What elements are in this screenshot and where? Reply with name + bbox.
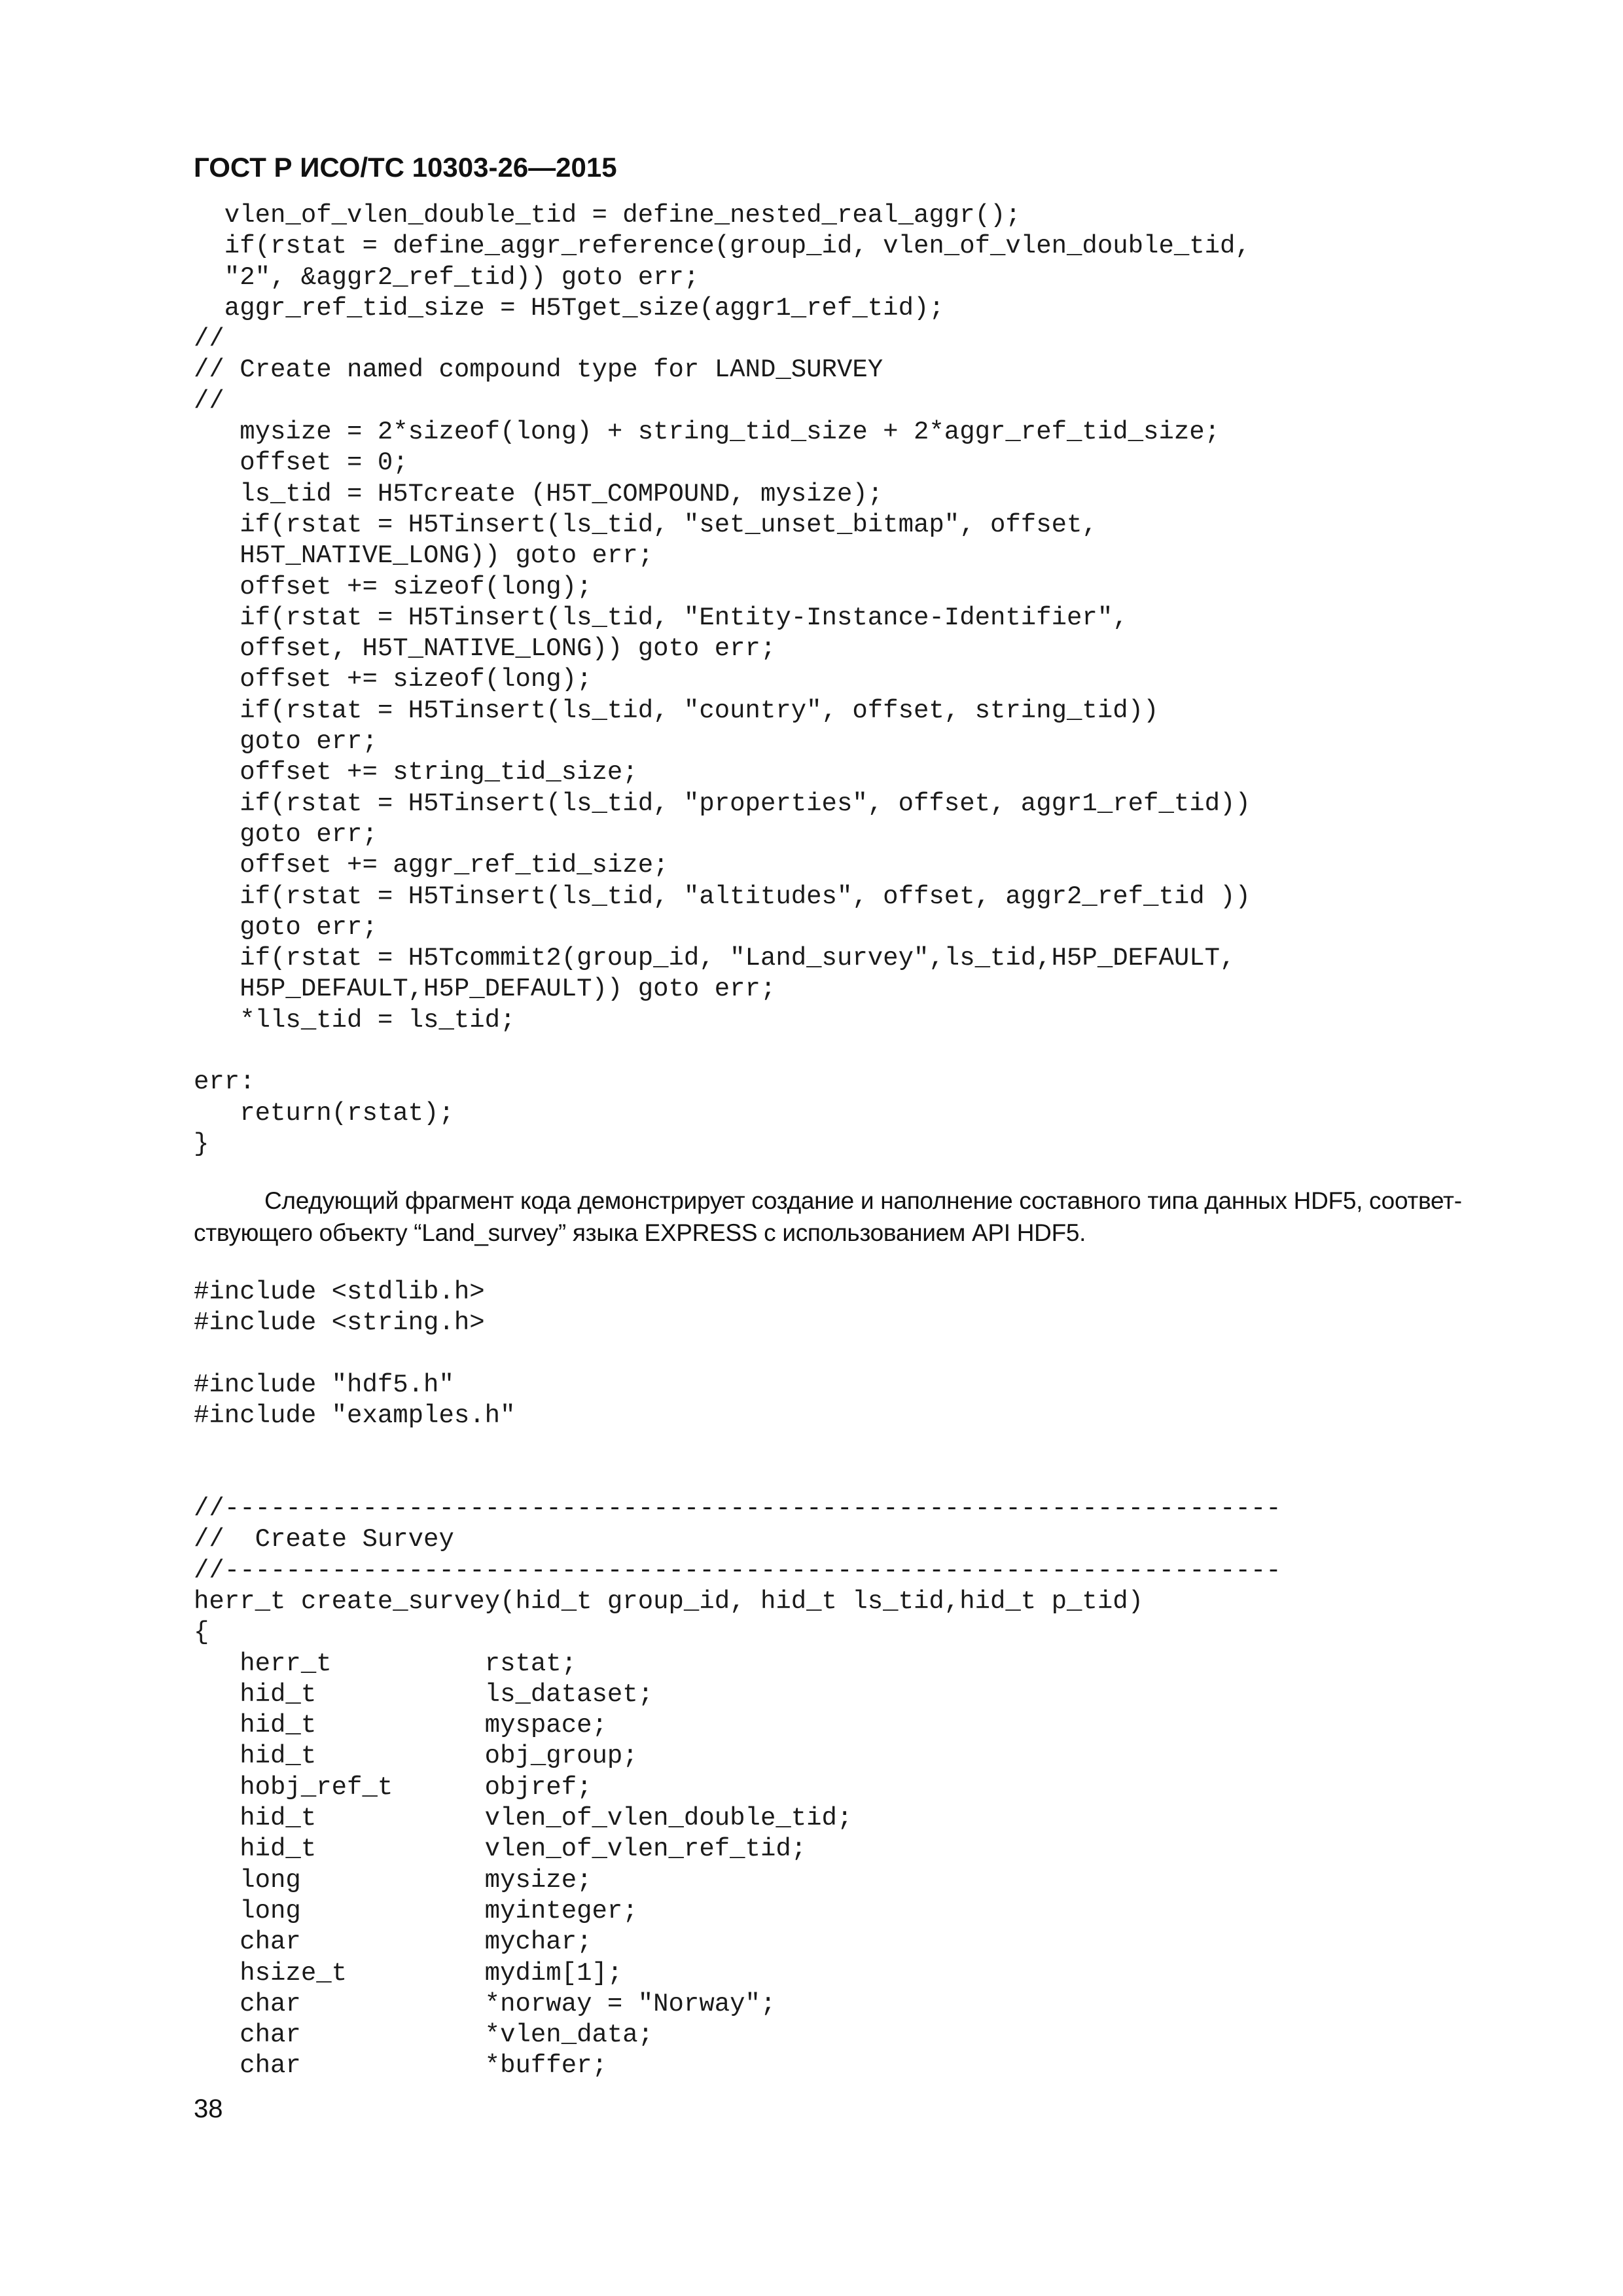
code-line: hobj_ref_t objref; (194, 1772, 592, 1802)
code-line: return(rstat); (194, 1098, 454, 1128)
code-line: aggr_ref_tid_size = H5Tget_size(aggr1_ref_tid); (194, 293, 944, 323)
code-line: // Create named compound type for LAND_SURVEY (194, 355, 883, 385)
code-line: offset += aggr_ref_tid_size; (194, 851, 669, 880)
code-line: mysize = 2*sizeof(long) + string_tid_size + 2*aggr_ref_tid_size; (194, 418, 1221, 447)
code-line (194, 1036, 1251, 1067)
code-line (194, 1339, 1281, 1370)
code-line: //--------------------------------------------------------------------- (194, 1494, 1281, 1524)
code-block-create-survey (194, 1277, 1281, 2082)
code-line: } (194, 1129, 209, 1158)
paragraph-line: ствующего объекту “Land_survey” языка EXPRESS с использованием API HDF5. (194, 1219, 1086, 1246)
code-line: // (194, 386, 224, 416)
code-line: hid_t vlen_of_vlen_double_tid; (194, 1804, 853, 1833)
code-line: if(rstat = H5Tinsert(ls_tid, "properties", offset, aggr1_ref_tid)) (194, 789, 1251, 818)
code-line: *lls_tid = ls_tid; (194, 1005, 516, 1035)
code-line: // Create Survey (194, 1525, 454, 1554)
code-line: goto err; (194, 819, 378, 849)
code-line: if(rstat = H5Tcommit2(group_id, "Land_survey",ls_tid,H5P_DEFAULT, (194, 944, 1236, 973)
code-line (194, 1463, 1281, 1494)
code-line: if(rstat = define_aggr_reference(group_id, vlen_of_vlen_double_tid, (194, 232, 1251, 261)
code-line: char mychar; (194, 1928, 592, 1957)
code-line: #include "examples.h" (194, 1401, 516, 1431)
code-line: char *norway = "Norway"; (194, 1989, 776, 2018)
code-line: offset, H5T_NATIVE_LONG)) goto err; (194, 634, 776, 664)
code-line: // (194, 325, 224, 354)
code-line: err: (194, 1067, 255, 1097)
code-line: ls_tid = H5Tcreate (H5T_COMPOUND, mysize); (194, 479, 883, 509)
paragraph-line: Следующий фрагмент кода демонстрирует создание и наполнение составного типа данных HDF5, соответ- (264, 1187, 1462, 1214)
code-line: { (194, 1618, 209, 1647)
page-number: 38 (194, 2094, 223, 2123)
code-line: #include "hdf5.h" (194, 1370, 454, 1399)
code-line: hid_t ls_dataset; (194, 1679, 654, 1709)
code-line: #include <string.h> (194, 1308, 485, 1338)
code-block-land-survey-type (194, 200, 1251, 1160)
code-line: long mysize; (194, 1865, 592, 1895)
code-line: if(rstat = H5Tinsert(ls_tid, "altitudes", offset, aggr2_ref_tid )) (194, 882, 1251, 911)
code-line: offset += sizeof(long); (194, 572, 592, 601)
code-line: "2", &aggr2_ref_tid)) goto err; (194, 262, 700, 292)
code-line: offset += sizeof(long); (194, 665, 592, 694)
code-line: hid_t myspace; (194, 1711, 607, 1740)
document-header: ГОСТ Р ИСО/ТС 10303-26—2015 (194, 152, 617, 183)
code-line: if(rstat = H5Tinsert(ls_tid, "country", offset, string_tid)) (194, 696, 1159, 725)
code-line: H5T_NATIVE_LONG)) goto err; (194, 541, 654, 571)
code-line: offset = 0; (194, 448, 408, 478)
code-line: char *buffer; (194, 2051, 607, 2081)
code-line: if(rstat = H5Tinsert(ls_tid, "set_unset_bitmap", offset, (194, 510, 1097, 539)
code-line: hsize_t mydim[1]; (194, 1958, 623, 1988)
code-line: goto err; (194, 727, 378, 757)
code-line (194, 1431, 1281, 1462)
code-line: if(rstat = H5Tinsert(ls_tid, "Entity-Instance-Identifier", (194, 603, 1128, 632)
code-line: char *vlen_data; (194, 2020, 654, 2050)
code-line: goto err; (194, 912, 378, 942)
code-line: hid_t obj_group; (194, 1742, 638, 1771)
code-line: vlen_of_vlen_double_tid = define_nested_real_aggr(); (194, 201, 1021, 230)
code-line: //--------------------------------------------------------------------- (194, 1556, 1281, 1585)
code-line: long myinteger; (194, 1896, 638, 1926)
code-line: herr_t create_survey(hid_t group_id, hid_t ls_tid,hid_t p_tid) (194, 1587, 1144, 1616)
code-line: herr_t rstat; (194, 1649, 577, 1678)
code-line: offset += string_tid_size; (194, 758, 638, 787)
code-line: H5P_DEFAULT,H5P_DEFAULT)) goto err; (194, 975, 776, 1004)
description-paragraph (194, 1185, 1503, 1249)
code-line: #include <stdlib.h> (194, 1278, 485, 1306)
code-line: hid_t vlen_of_vlen_ref_tid; (194, 1835, 807, 1864)
